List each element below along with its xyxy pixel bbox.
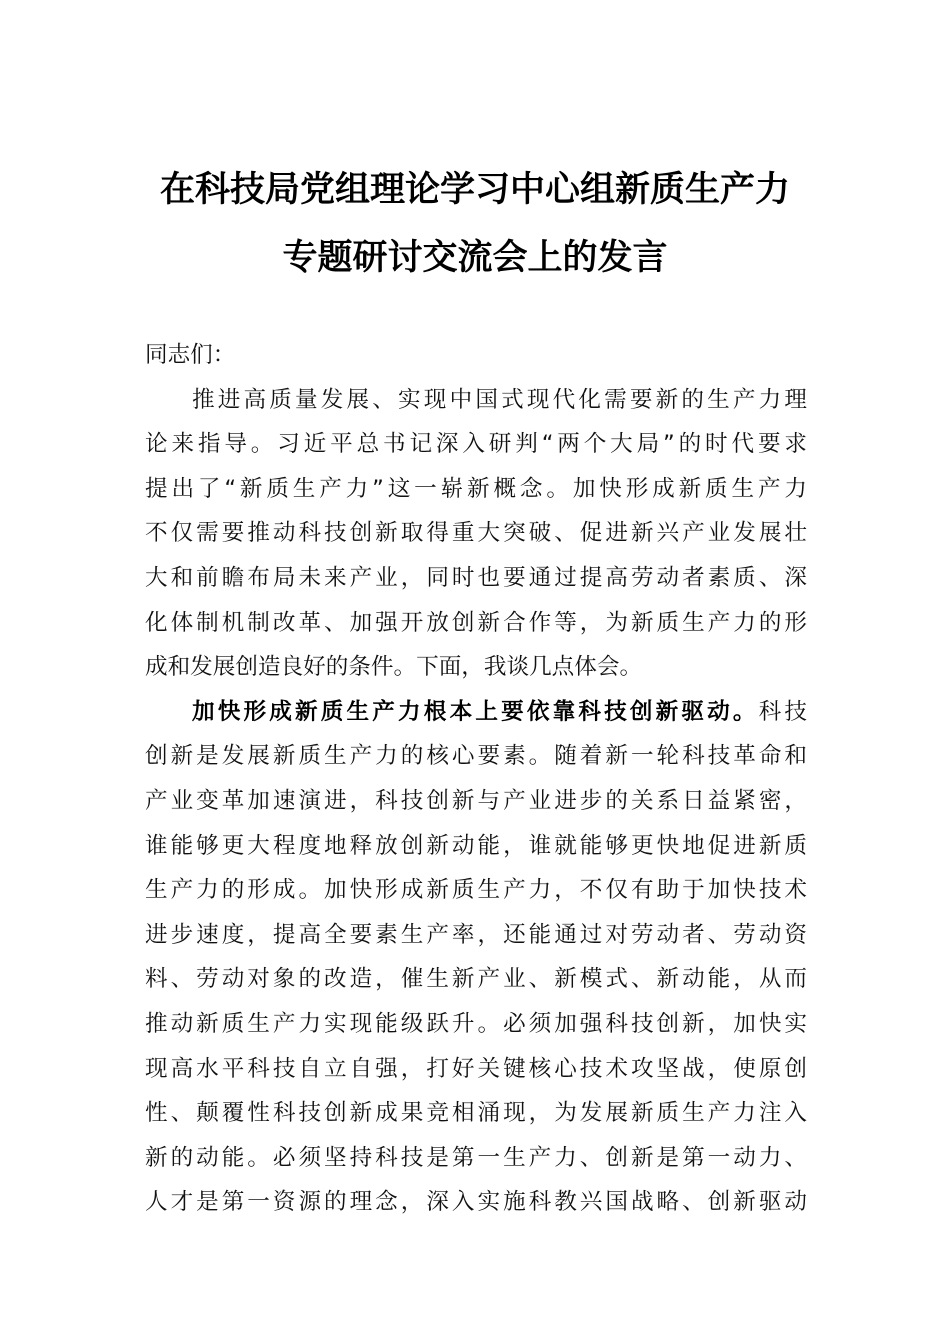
paragraph-line: 创新是发展新质生产力的核心要素。随着新一轮科技革命和 (145, 743, 807, 770)
section-heading: 加快形成新质生产力根本上要依靠科技创新驱动。 (192, 698, 759, 725)
document-title-line-2: 专题研讨交流会上的发言 (282, 237, 668, 278)
paragraph-line: 生产力的形成。加快形成新质生产力，不仅有助于加快技术 (145, 877, 807, 904)
paragraph-line: 大和前瞻布局未来产业，同时也要通过提高劳动者素质、深 (145, 564, 807, 591)
document-title-line-1: 在科技局党组理论学习中心组新质生产力 (159, 169, 790, 210)
paragraph-line: 论来指导。习近平总书记深入研判“两个大局”的时代要求 (145, 431, 807, 458)
paragraph-line-with-heading (145, 690, 807, 735)
paragraph-line: 推动新质生产力实现能级跃升。必须加强科技创新，加快实 (145, 1010, 807, 1037)
paragraph-line: 不仅需要推动科技创新取得重大突破、促进新兴产业发展壮 (145, 520, 807, 547)
paragraph-line: 进步速度，提高全要素生产率，还能通过对劳动者、劳动资 (145, 921, 807, 948)
paragraph-line: 成和发展创造良好的条件。下面，我谈几点体会。 (145, 654, 643, 681)
document-body (145, 333, 807, 1225)
paragraph-intro (145, 378, 807, 690)
paragraph-line: 性、颠覆性科技创新成果竞相涌现，为发展新质生产力注入 (145, 1100, 807, 1127)
paragraph-text: 科技 (758, 698, 808, 725)
paragraph-line: 人才是第一资源的理念，深入实施科教兴国战略、创新驱动 (145, 1189, 807, 1216)
paragraph-line: 提出了“新质生产力”这一崭新概念。加快形成新质生产力 (145, 475, 807, 502)
paragraph-line: 化体制机制改革、加强开放创新合作等，为新质生产力的形 (145, 609, 807, 636)
paragraph-tech-innovation (145, 690, 807, 1225)
paragraph-line: 推进高质量发展、实现中国式现代化需要新的生产力理 (192, 386, 807, 413)
paragraph-line: 谁能够更大程度地释放创新动能，谁就能够更快地促进新质 (145, 832, 807, 859)
paragraph-line: 产业变革加速演进，科技创新与产业进步的关系日益紧密， (145, 787, 807, 814)
paragraph-line: 新的动能。必须坚持科技是第一生产力、创新是第一动力、 (145, 1144, 807, 1171)
paragraph-line: 料、劳动对象的改造，催生新产业、新模式、新动能，从而 (145, 966, 807, 993)
salutation: 同志们： (145, 342, 236, 368)
paragraph-line: 现高水平科技自立自强，打好关键核心技术攻坚战，使原创 (145, 1055, 807, 1082)
